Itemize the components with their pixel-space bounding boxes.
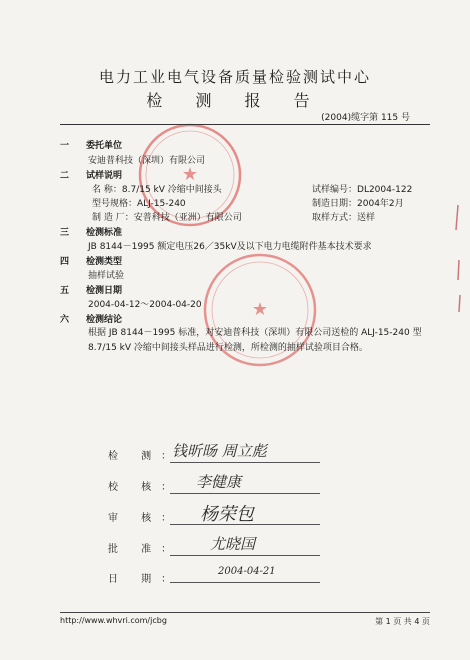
date-label: 日 期： bbox=[108, 574, 182, 585]
section-5-heading: 五 检测日期 bbox=[60, 286, 123, 296]
svg-text:★: ★ bbox=[181, 164, 199, 185]
sample-maker-row: 制 造 厂：安普科技（亚洲）有限公司 bbox=[92, 213, 242, 223]
test-date: 2004-04-12～2004-04-20 bbox=[88, 300, 202, 310]
section-1-heading: 一 委托单位 bbox=[60, 141, 123, 151]
section-6-heading: 六 检测结论 bbox=[60, 315, 123, 325]
date-signature: 2004-04-21 bbox=[218, 566, 276, 577]
test-type: 抽样试验 bbox=[88, 271, 125, 281]
review-signature: 杨荣包 bbox=[200, 504, 254, 525]
approve-signature: 尤晓国 bbox=[210, 535, 256, 553]
check-label: 校 核： bbox=[108, 482, 182, 493]
client-name: 安迪普科技（深圳）有限公司 bbox=[88, 156, 206, 166]
date-signature-line bbox=[170, 582, 320, 583]
margin-pencil-mark bbox=[450, 200, 466, 320]
test-standard: JB 8144－1995 额定电压26／35kV及以下电力电缆附件基本技术要求 bbox=[88, 242, 372, 252]
inspect-signature-line bbox=[170, 462, 320, 463]
page-number: 第 1 页 共 4 页 bbox=[375, 617, 430, 626]
check-signature-line bbox=[170, 493, 320, 494]
report-number: (2004)缆字第 115 号 bbox=[321, 113, 410, 123]
check-signature: 李健康 bbox=[196, 473, 242, 491]
svg-text:★: ★ bbox=[251, 299, 269, 320]
sampling-method-row: 取样方式：送样 bbox=[312, 213, 376, 223]
sample-number-row: 试样编号：DL2004-122 bbox=[312, 185, 413, 195]
document-subtitle: 检 测 报 告 bbox=[146, 91, 324, 110]
manufacture-date-row: 制造日期：2004年2月 bbox=[312, 199, 404, 209]
section-2-heading: 二 试样说明 bbox=[60, 171, 123, 181]
footer-divider bbox=[60, 612, 430, 613]
sample-name-row: 名 称：8.7/15 kV 冷缩中间接头 bbox=[92, 185, 222, 195]
approve-label: 批 准： bbox=[108, 544, 182, 555]
inspect-signature: 钱昕旸 周立彪 bbox=[172, 442, 267, 460]
section-4-heading: 四 检测类型 bbox=[60, 257, 123, 267]
test-conclusion: 根据 JB 8144－1995 标准，对安迪普科技（深圳）有限公司送检的 ALJ-15-240 型8.7/15 kV 冷缩中间接头样品进行检测，所检测的抽样试验项目合格。 bbox=[88, 328, 422, 353]
inspect-label: 检 测： bbox=[108, 451, 182, 462]
approve-signature-line bbox=[170, 555, 320, 556]
footer-url: http://www.whvri.com/jcbg bbox=[60, 616, 167, 625]
document-title: 电力工业电气设备质量检验测试中心 bbox=[98, 68, 371, 86]
header-divider bbox=[60, 124, 430, 125]
section-3-heading: 三 检测标准 bbox=[60, 228, 123, 238]
sample-model-row: 型号规格：ALJ-15-240 bbox=[92, 199, 186, 209]
review-signature-line bbox=[170, 524, 320, 525]
review-label: 审 核： bbox=[108, 513, 182, 524]
